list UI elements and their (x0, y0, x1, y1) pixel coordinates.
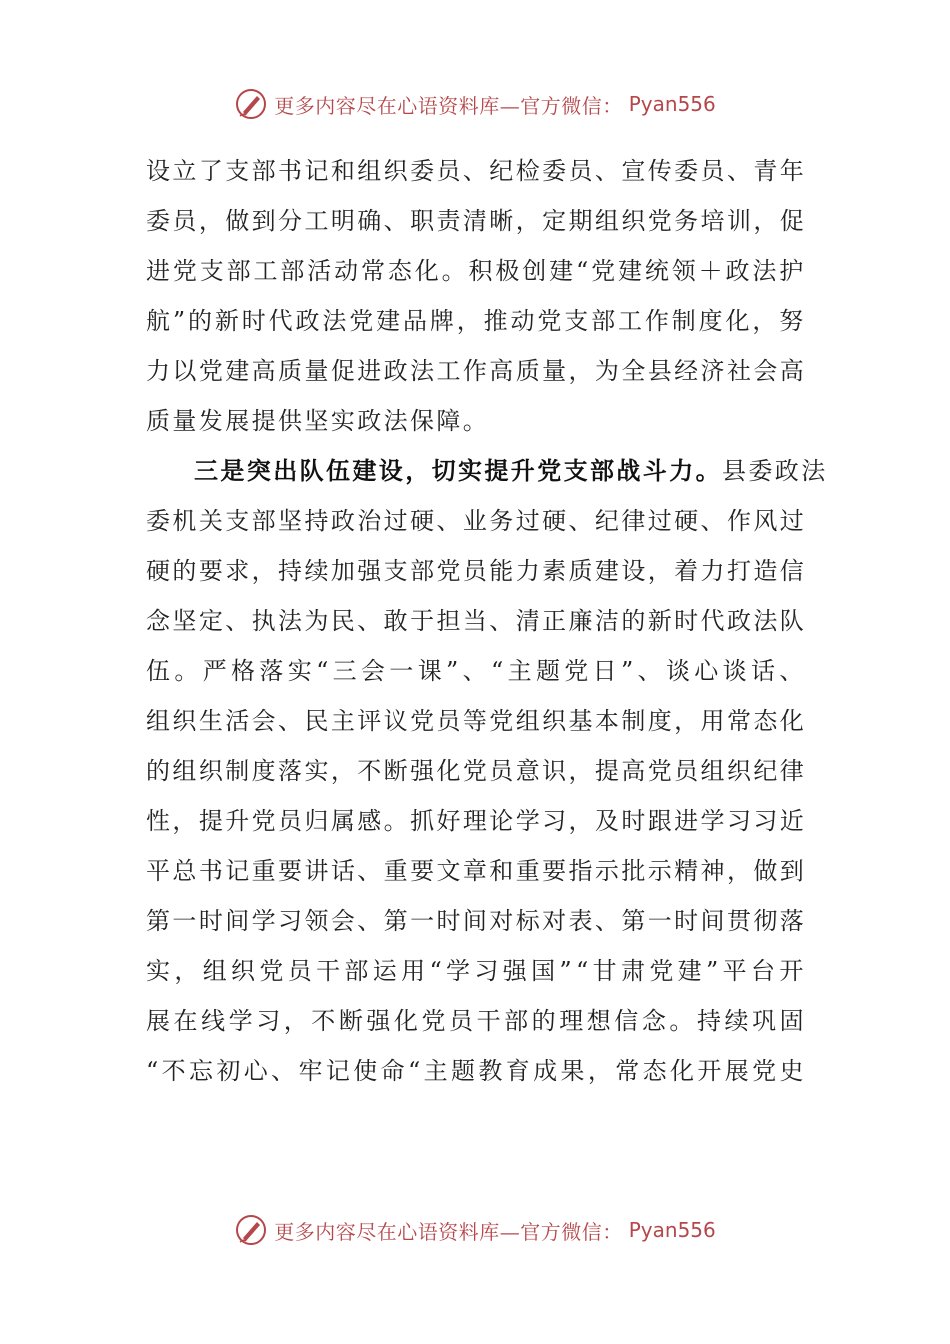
text-line: 质量发展提供坚实政法保障。 (146, 407, 490, 435)
text-line: 组 织 生 活 会 、 民 主 评 议 党 员 等 党 组 织 基 本 制 度 ， 用 常 态 化 (146, 707, 807, 735)
text-line: 实 ， 组 织 党 员 干 部 运 用 “ 学 习 强 国 ” “ 甘 肃 党 建 ” 平 台 开 (146, 957, 806, 985)
text-line: 性 ， 提 升 党 员 归 属 感 。 抓 好 理 论 学 习 ， 及 时 跟 进 学 习 习 近 (146, 807, 807, 835)
text-line: 委 员 ， 做 到 分 工 明 确 、 职 责 清 晰 ， 定 期 组 织 党 务 培 训 ， 促 (146, 207, 807, 235)
watermark-id: Pyan556 (628, 1218, 716, 1242)
pen-logo-icon (234, 87, 268, 121)
text-line: 航 ” 的 新 时 代 政 法 党 建 品 牌 ， 推 动 党 支 部 工 作 制 度 化 ， 努 (146, 307, 806, 335)
text-line: 的 组 织 制 度 落 实 ， 不 断 强 化 党 员 意 识 ， 提 高 党 员 组 织 纪 律 (146, 757, 807, 785)
text-line: 硬 的 要 求 ， 持 续 加 强 支 部 党 员 能 力 素 质 建 设 ， 着 力 打 造 信 (146, 557, 807, 585)
document-body (146, 146, 828, 1096)
text-line: 进 党 支 部 工 部 活 动 常 态 化 。 积 极 创 建 “ 党 建 统 领 ＋ 政 法 护 (146, 257, 806, 285)
header-watermark (0, 84, 950, 124)
text-line: 展 在 线 学 习 ， 不 断 强 化 党 员 干 部 的 理 想 信 念 。 持 续 巩 固 (146, 1007, 806, 1035)
text-line: 伍 。 严 格 落 实 “ 三 会 一 课 ” 、 “ 主 题 党 日 ” 、 谈 心 谈 话 、 (146, 657, 806, 685)
pen-logo-icon (234, 1213, 268, 1247)
paragraph-1 (146, 146, 806, 446)
heading-line-rest: 县委政法 (722, 457, 828, 485)
footer-watermark (0, 1210, 950, 1250)
text-line: “ 不 忘 初 心 、 牢 记 使 命 “ 主 题 教 育 成 果 ， 常 态 化 开 展 党 史 (146, 1057, 806, 1085)
text-line: 委 机 关 支 部 坚 持 政 治 过 硬 、 业 务 过 硬 、 纪 律 过 硬 、 作 风 过 (146, 507, 807, 535)
text-line: 念 坚 定 、 执 法 为 民 、 敢 于 担 当 、 清 正 廉 洁 的 新 时 代 政 法 队 (146, 607, 807, 635)
watermark-text: 更多内容尽在心语资料库—官方微信： (274, 1219, 623, 1244)
text-line: 力 以 党 建 高 质 量 促 进 政 法 工 作 高 质 量 ， 为 全 县 经 济 社 会 高 (146, 357, 807, 385)
text-line: 第 一 时 间 学 习 领 会 、 第 一 时 间 对 标 对 表 、 第 一 时 间 贯 彻 落 (146, 907, 807, 935)
text-line: 设 立 了 支 部 书 记 和 组 织 委 员 、 纪 检 委 员 、 宣 传 委 员 、 青 年 (146, 157, 807, 185)
paragraph-2 (146, 446, 828, 1096)
watermark-id: Pyan556 (628, 92, 716, 116)
text-line: 平 总 书 记 重 要 讲 话 、 重 要 文 章 和 重 要 指 示 批 示 精 神 ， 做 到 (146, 857, 807, 885)
text-line-heading (146, 446, 828, 496)
watermark-text: 更多内容尽在心语资料库—官方微信： (274, 93, 623, 118)
paragraph-heading: 三是突出队伍建设，切实提升党支部战斗力。 (194, 456, 722, 485)
